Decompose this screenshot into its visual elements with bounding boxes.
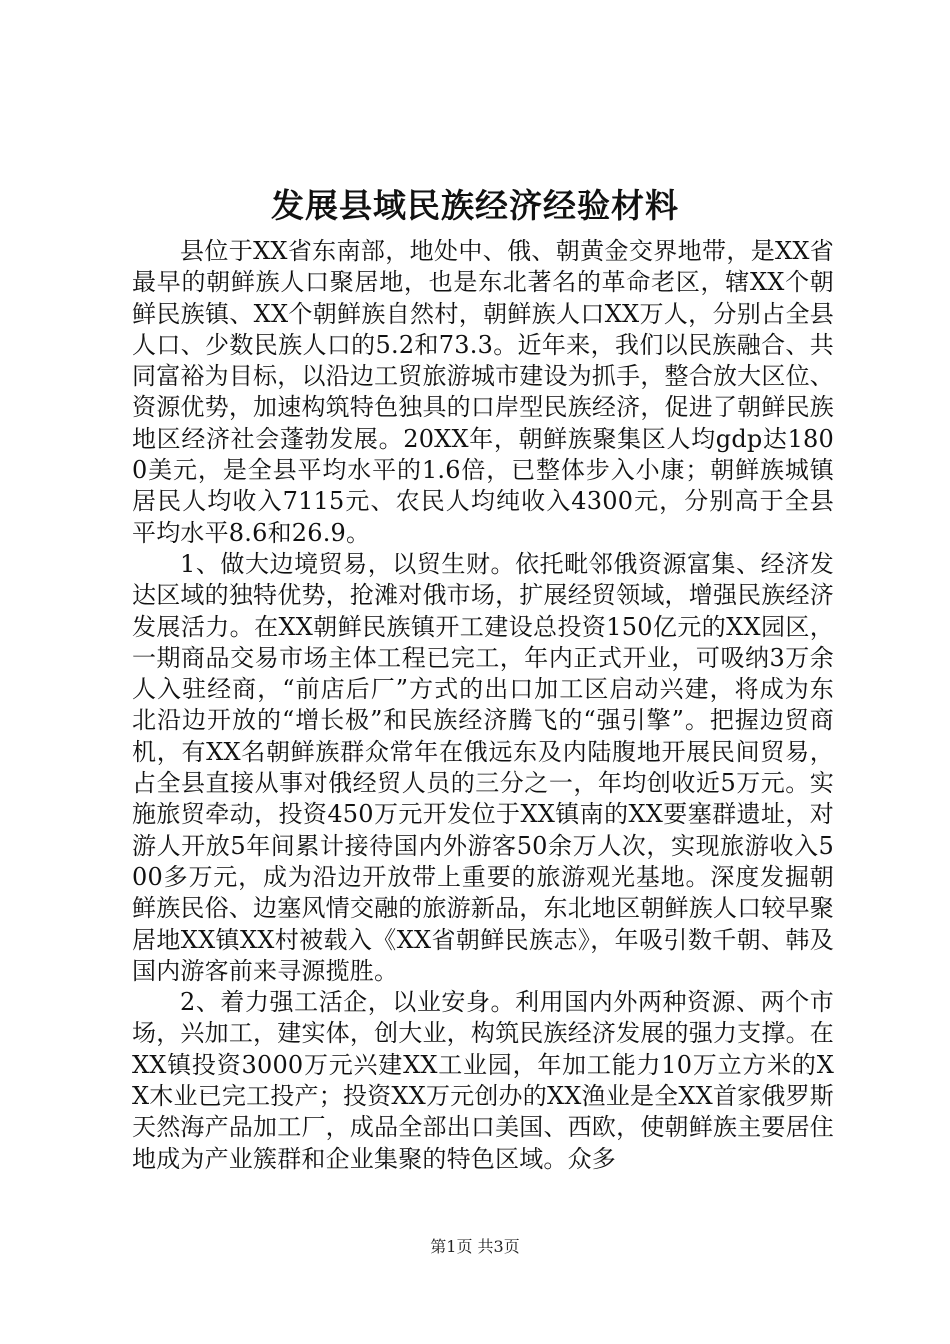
paragraph-border-trade: 1、做大边境贸易，以贸生财。依托毗邻俄资源富集、经济发达区域的独特优势，抢滩对俄市场，扩展经贸领域，增强民族经济发展活力。在XX朝鲜民族镇开工建设总投资150亿元的XX园区，一期商品交易市场主体工程已完工，年内正式开业，可吸纳3万余人入驻经商，“前店后厂”方式的出口加工区启动兴建，将成为东北沿边开放的“增长极”和民族经济腾飞的“强引擎”。把握边贸商机，有XX名朝鲜族群众常年在俄远东及内陆腹地开展民间贸易，占全县直接从事对俄经贸人员的三分之一，年均创收近5万元。实施旅贸牵动，投资450万元开发位于XX镇南的XX要塞群遗址，对游人开放5年间累计接待国内外游客50余万人次，实现旅游收入500多万元，成为沿边开放带上重要的旅游观光基地。深度发掘朝鲜族民俗、边塞风情交融的旅游新品，东北地区朝鲜族人口较早聚居地XX镇XX村被载入《XX省朝鲜民族志》，年吸引数千朝、韩及国内游客前来寻源揽胜。 (132, 549, 834, 985)
document-body (132, 236, 834, 1175)
paragraph-industry: 2、着力强工活企，以业安身。利用国内外两种资源、两个市场，兴加工，建实体，创大业，构筑民族经济发展的强力支撑。在XX镇投资3000万元兴建XX工业园，年加工能力10万立方米的XX木业已完工投产；投资XX万元创办的XX渔业是全XX首家俄罗斯天然海产品加工厂，成品全部出口美国、西欧，使朝鲜族主要居住地成为产业簇群和企业集聚的特色区域。众多 (132, 988, 834, 1173)
page-number-footer: 第1页 共3页 (430, 1237, 520, 1256)
document-title: 发展县域民族经济经验材料 (271, 186, 679, 225)
paragraph-intro: 县位于XX省东南部，地处中、俄、朝黄金交界地带，是XX省最早的朝鲜族人口聚居地，也是东北著名的革命老区，辖XX个朝鲜民族镇、XX个朝鲜族自然村，朝鲜族人口XX万人，分别占全县人口、少数民族人口的5.2和73.3。近年来，我们以民族融合、共同富裕为目标，以沿边工贸旅游城市建设为抓手，整合放大区位、资源优势，加速构筑特色独具的口岸型民族经济，促进了朝鲜民族地区经济社会蓬勃发展。20XX年，朝鲜族聚集区人均gdp达1800美元，是全县平均水平的1.6倍，已整体步入小康；朝鲜族城镇居民人均收入7115元、农民人均纯收入4300元，分别高于全县平均水平8.6和26.9。 (132, 237, 834, 547)
